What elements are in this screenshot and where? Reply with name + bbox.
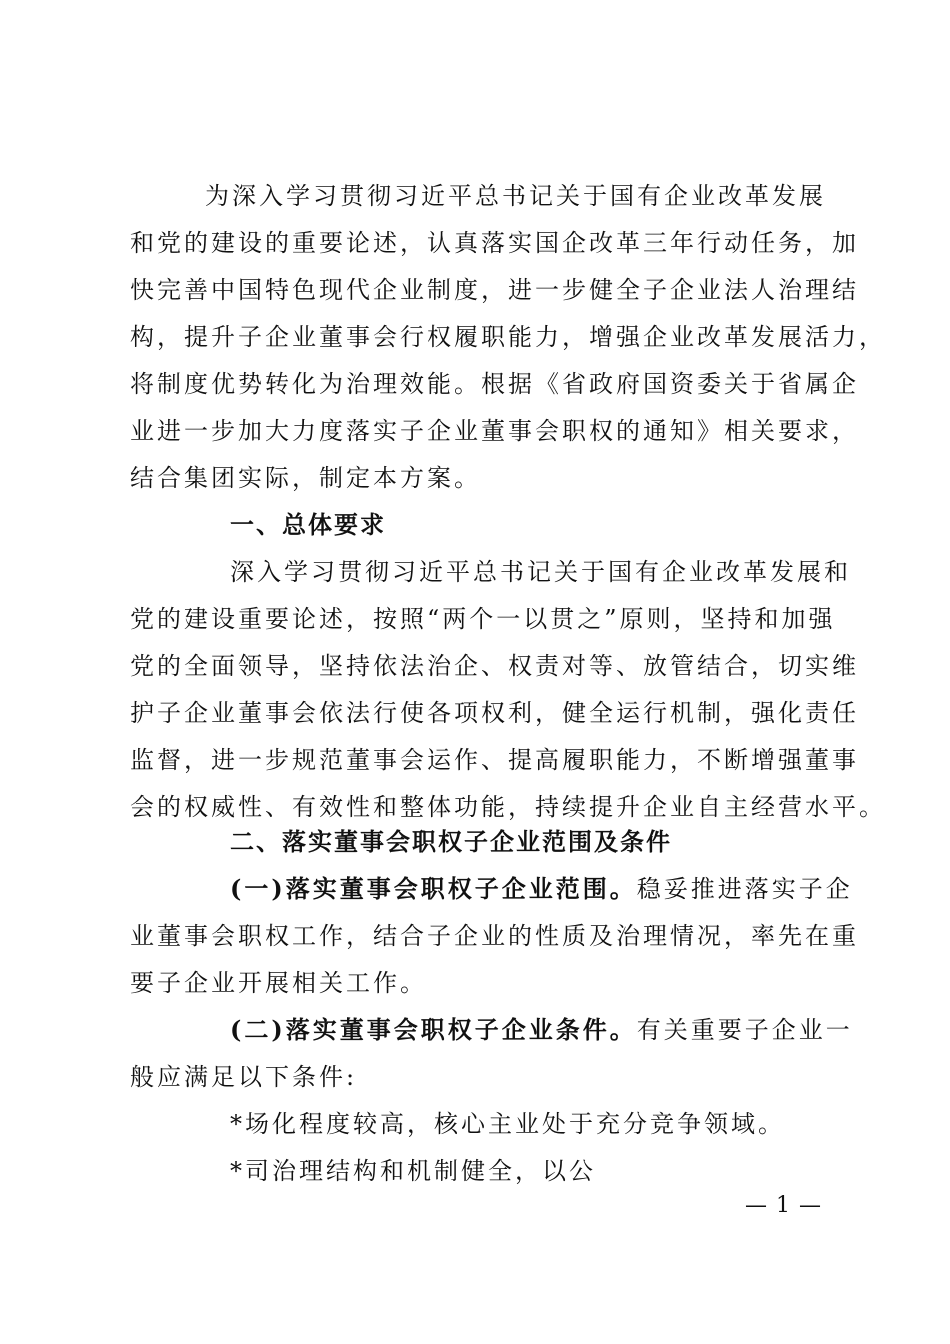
intro-line-7: 结合集团实际，制定本方案。 xyxy=(130,464,481,492)
bullet-item-1: *场化程度较高，核心主业处于充分竞争领域。 xyxy=(230,1110,785,1138)
heading-general-requirements: 一、总体要求 xyxy=(230,511,386,539)
scope-line-2: 业董事会职权工作，结合子企业的性质及治理情况，率先在重 xyxy=(130,922,859,950)
scope-first-line-rest: 稳妥推进落实子企 xyxy=(636,875,853,903)
intro-line-5: 将制度优势转化为治理效能。根据《省政府国资委关于省属企 xyxy=(130,370,859,398)
heading-scope-and-conditions: 二、落实董事会职权子企业范围及条件 xyxy=(230,828,672,856)
scope-line-3: 要子企业开展相关工作。 xyxy=(130,969,427,997)
bullet-item-2: *司治理结构和机制健全，以公 xyxy=(230,1157,596,1185)
intro-line-6: 业进一步加大力度落实子企业董事会职权的通知》相关要求， xyxy=(130,417,859,445)
general-line-6: 会的权威性、有效性和整体功能，持续提升企业自主经营水平。 xyxy=(130,793,886,821)
conditions-line-2: 般应满足以下条件: xyxy=(130,1063,358,1091)
intro-line-3: 快完善中国特色现代企业制度，进一步健全子企业法人治理结 xyxy=(130,276,859,304)
intro-line-4: 构，提升子企业董事会行权履职能力，增强企业改革发展活力， xyxy=(130,323,886,351)
conditions-first-line-rest: 有关重要子企业一 xyxy=(636,1016,853,1044)
conditions-line-1 xyxy=(230,1014,853,1046)
general-line-1: 深入学习贯彻习近平总书记关于国有企业改革发展和 xyxy=(230,558,851,586)
general-line-5: 监督，进一步规范董事会运作、提高履职能力，不断增强董事 xyxy=(130,746,859,774)
intro-line-2: 和党的建设的重要论述，认真落实国企改革三年行动任务，加 xyxy=(130,229,859,257)
scope-line-1 xyxy=(230,873,853,905)
general-line-3: 党的全面领导，坚持依法治企、权责对等、放管结合，切实维 xyxy=(130,652,859,680)
general-line-4: 护子企业董事会依法行使各项权利，健全运行机制，强化责任 xyxy=(130,699,859,727)
page-number: — 1 — xyxy=(745,1193,822,1218)
conditions-label: (二)落实董事会职权子企业条件。 xyxy=(230,1015,637,1044)
scope-label: (一)落实董事会职权子企业范围。 xyxy=(230,874,637,903)
intro-line-1: 为深入学习贯彻习近平总书记关于国有企业改革发展 xyxy=(205,182,826,210)
general-line-2: 党的建设重要论述，按照“两个一以贯之”原则，坚持和加强 xyxy=(130,605,836,633)
